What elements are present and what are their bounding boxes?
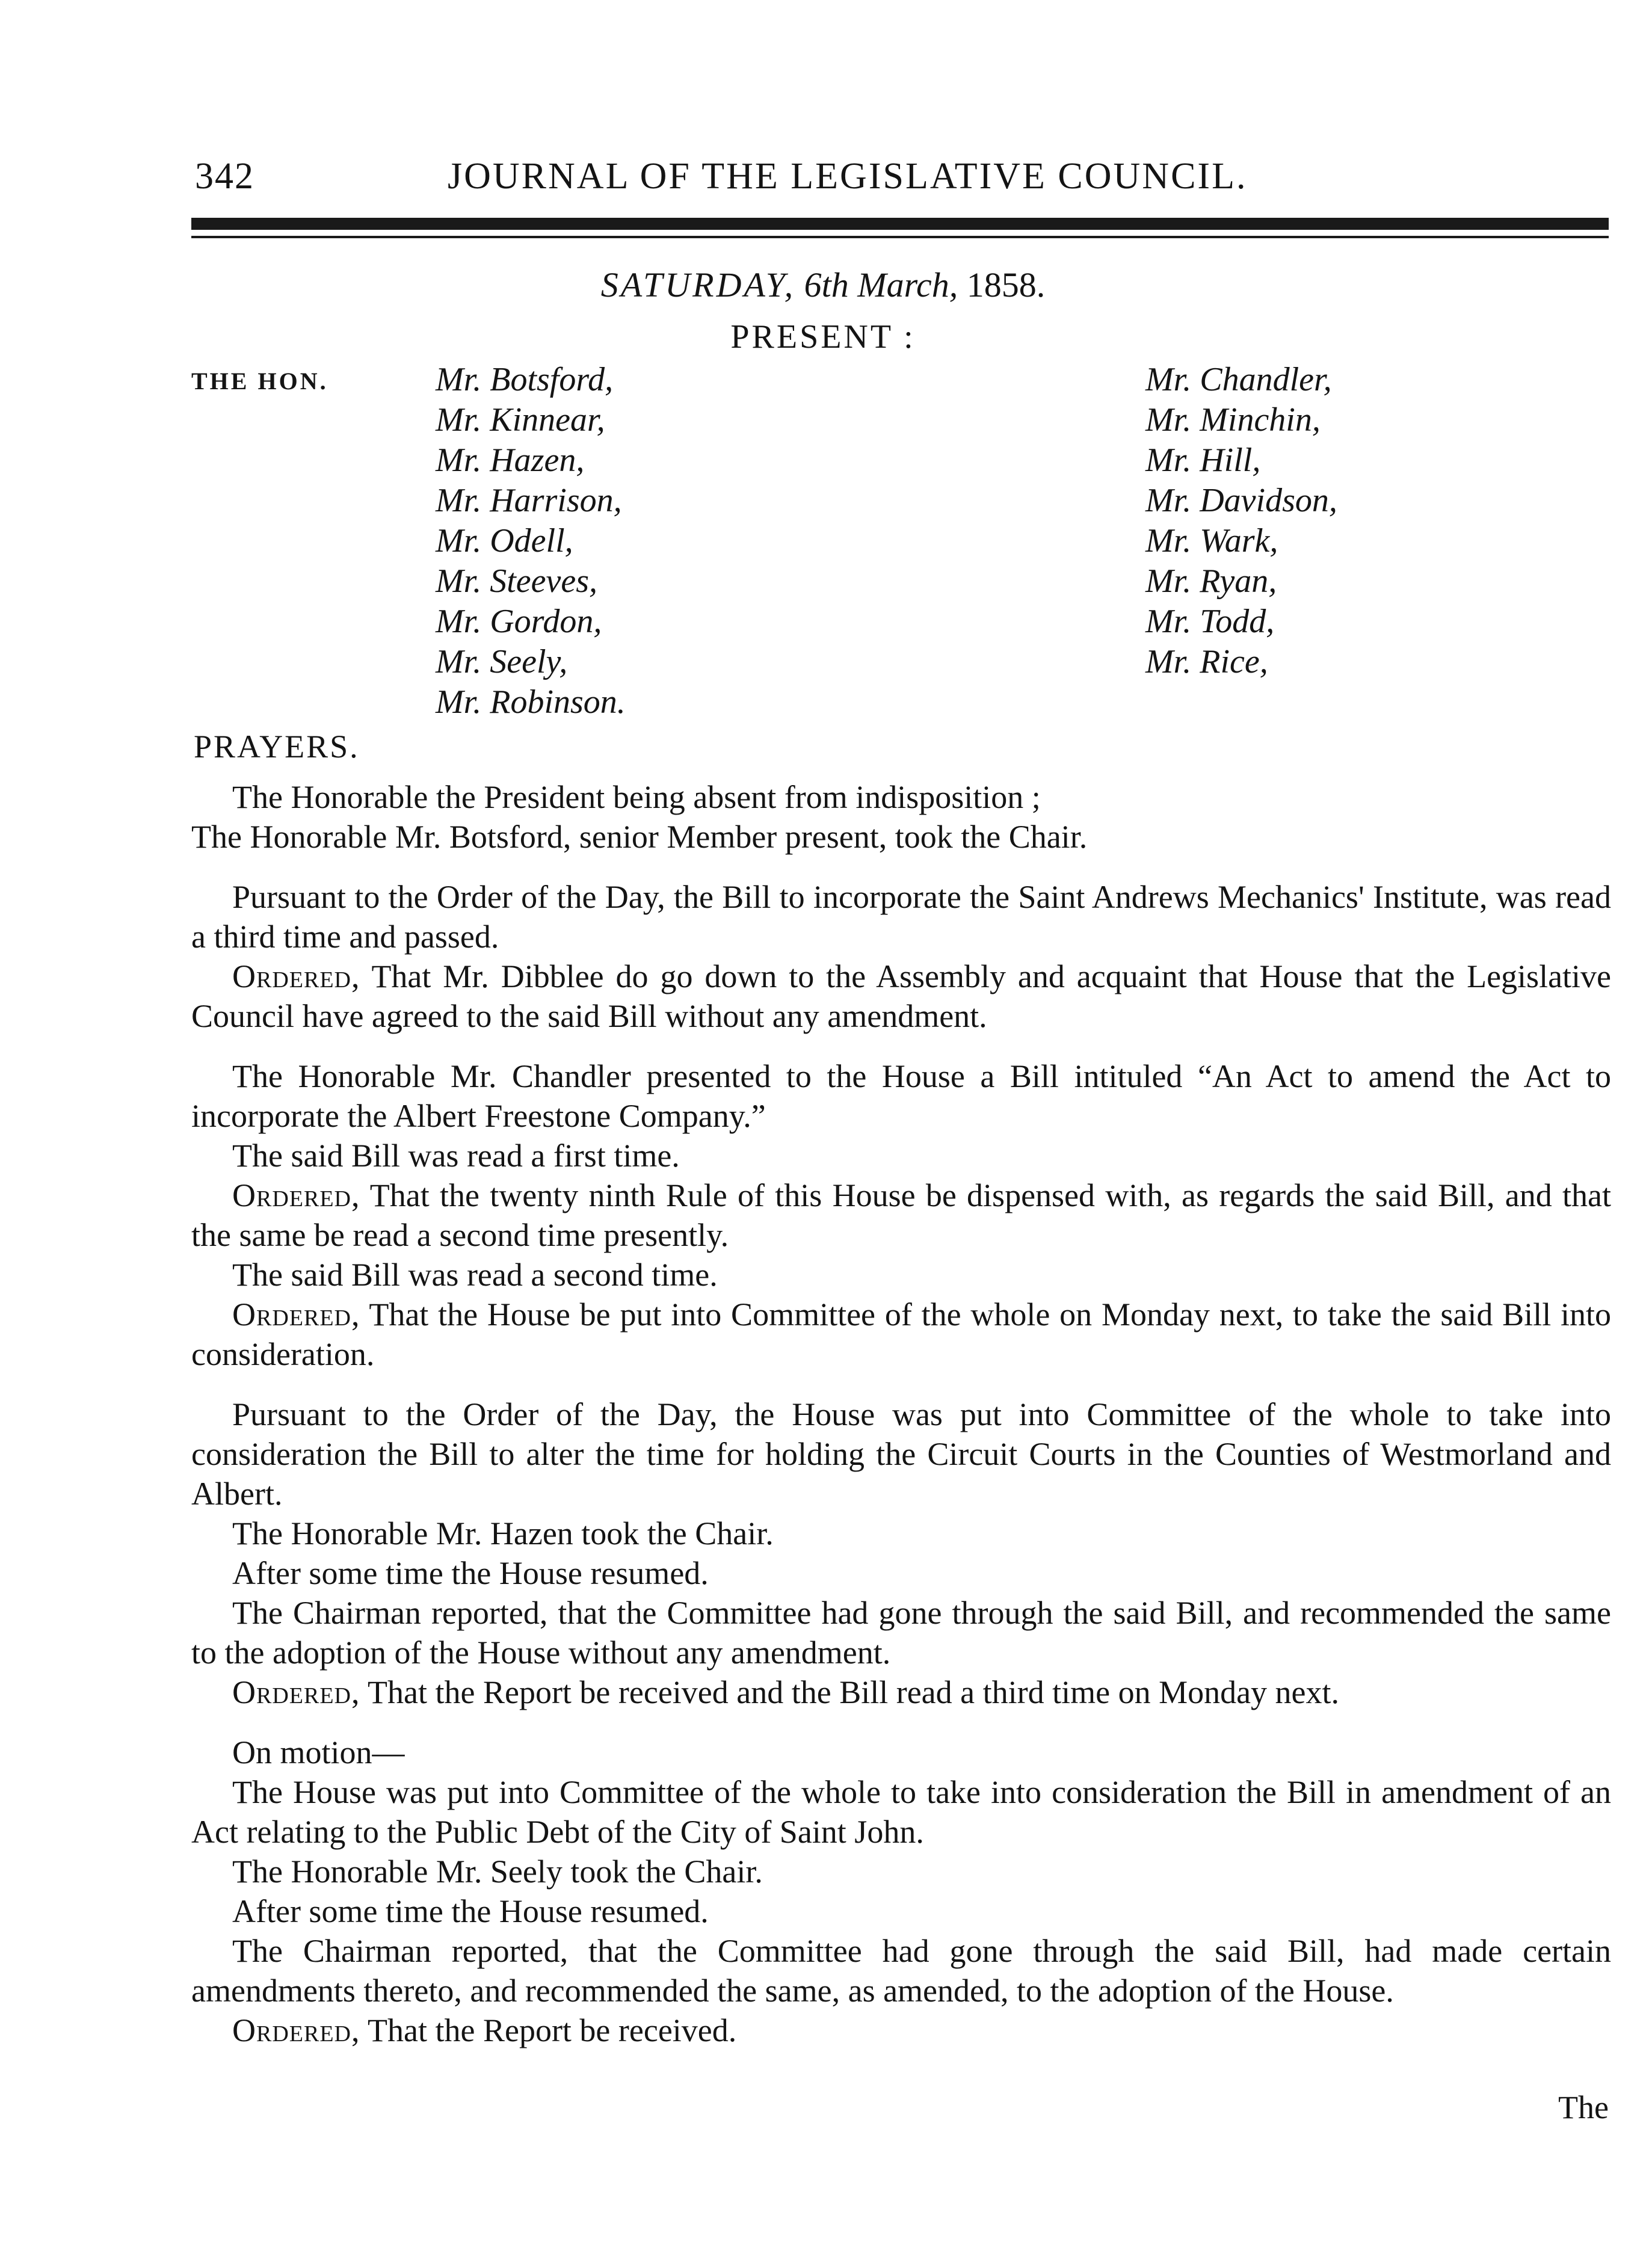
ordered-text: That the Report be received. (368, 2012, 737, 2048)
member-name: Mr. Wark, (1145, 522, 1278, 559)
members-label: THE HON. (191, 368, 328, 395)
header-rule-thick (191, 218, 1609, 230)
members-list-left (436, 360, 626, 723)
paragraph: The said Bill was read a first time. (232, 1138, 680, 1174)
member-name: Mr. Ryan, (1145, 562, 1277, 600)
paragraph: After some time the House resumed. (232, 1555, 709, 1591)
sitting-day-month: 6th March, (804, 265, 958, 304)
ordered-text: That the Report be received and the Bill read a third time on Monday next. (368, 1674, 1340, 1710)
member-name: Mr. Rice, (1145, 643, 1268, 680)
paragraph: Pursuant to the Order of the Day, the House was put into Committee of the whole to take into consideration the Bill to alter the time for holding the Circuit Courts in the Counties of Westmorland and Albert. (191, 1396, 1611, 1512)
member-name: Mr. Botsford, (436, 361, 614, 398)
member-name: Mr. Odell, (436, 522, 573, 559)
ordered-label: Ordered, (232, 2012, 360, 2048)
ordered-label: Ordered, (232, 1674, 360, 1710)
member-name: Mr. Gordon, (436, 603, 602, 640)
member-name: Mr. Robinson. (436, 683, 626, 721)
paragraph: Pursuant to the Order of the Day, the Bill to incorporate the Saint Andrews Mechanics' Institute, was read a third time and passed. (191, 879, 1611, 955)
paragraph: The said Bill was read a second time. (232, 1257, 718, 1293)
ordered-label: Ordered, (232, 958, 360, 994)
paragraph: The Honorable Mr. Chandler presented to the House a Bill intituled “An Act to amend the Act to incorporate the Albert Freestone Company.” (191, 1058, 1611, 1134)
paragraph: The Honorable the President being absent from indisposition ; (232, 779, 1041, 815)
member-name: Mr. Todd, (1145, 603, 1275, 640)
sitting-year: 1858. (966, 265, 1046, 304)
journal-body (191, 777, 1611, 2050)
catchword: The (1558, 2089, 1609, 2125)
paragraph: The Honorable Mr. Seely took the Chair. (232, 1854, 763, 1890)
member-name: Mr. Davidson, (1145, 482, 1337, 519)
ordered-paragraph (191, 2011, 1611, 2050)
ordered-text: That the House be put into Committee of the whole on Monday next, to take the said Bill into consideration. (191, 1296, 1612, 1372)
ordered-label: Ordered, (232, 1177, 360, 1213)
ordered-paragraph (191, 1295, 1611, 1374)
member-name: Mr. Steeves, (436, 562, 598, 600)
paragraph: After some time the House resumed. (232, 1893, 709, 1929)
ordered-text: That the twenty ninth Rule of this House be dispensed with, as regards the said Bill, and that the same be read a second time presently. (191, 1177, 1611, 1253)
paragraph: The Chairman reported, that the Committee had gone through the said Bill, had made certain amendments thereto, and recommended the same, as amended, to the adoption of the House. (191, 1933, 1611, 2009)
header-rule-thin (191, 236, 1609, 238)
member-name: Mr. Chandler, (1145, 361, 1332, 398)
ordered-paragraph (191, 1176, 1611, 1255)
paragraph: The Chairman reported, that the Committee had gone through the said Bill, and recommended the same to the adoption of the House without any amendment. (191, 1595, 1611, 1671)
member-name: Mr. Minchin, (1145, 401, 1321, 439)
paragraph: On motion— (232, 1734, 405, 1770)
member-name: Mr. Seely, (436, 643, 568, 680)
sitting-day: SATURDAY, (600, 265, 796, 304)
paragraph: The House was put into Committee of the whole to take into consideration the Bill in amendment of an Act relating to the Public Debt of the City of Saint John. (191, 1774, 1611, 1850)
ordered-paragraph (191, 1672, 1611, 1712)
page-header (195, 155, 1609, 203)
sitting-date (0, 265, 1646, 305)
ordered-label: Ordered, (232, 1296, 360, 1333)
member-name: Mr. Hazen, (436, 442, 585, 479)
member-name: Mr. Hill, (1145, 442, 1261, 479)
member-name: Mr. Harrison, (436, 482, 622, 519)
member-name: Mr. Kinnear, (436, 401, 605, 439)
prayers-heading: PRAYERS. (194, 729, 360, 765)
ordered-text: That Mr. Dibblee do go down to the Assembly and acquaint that House that the Legislative Council have agreed to the said Bill without any amendment. (191, 958, 1612, 1034)
paragraph: The Honorable Mr. Botsford, senior Member present, took the Chair. (191, 819, 1088, 855)
present-heading: PRESENT : (730, 318, 916, 356)
members-list-right (1145, 360, 1337, 682)
paragraph: The Honorable Mr. Hazen took the Chair. (232, 1515, 774, 1552)
ordered-paragraph (191, 957, 1611, 1036)
page-number: 342 (195, 156, 254, 197)
journal-title: JOURNAL OF THE LEGISLATIVE COUNCIL. (448, 156, 1248, 197)
